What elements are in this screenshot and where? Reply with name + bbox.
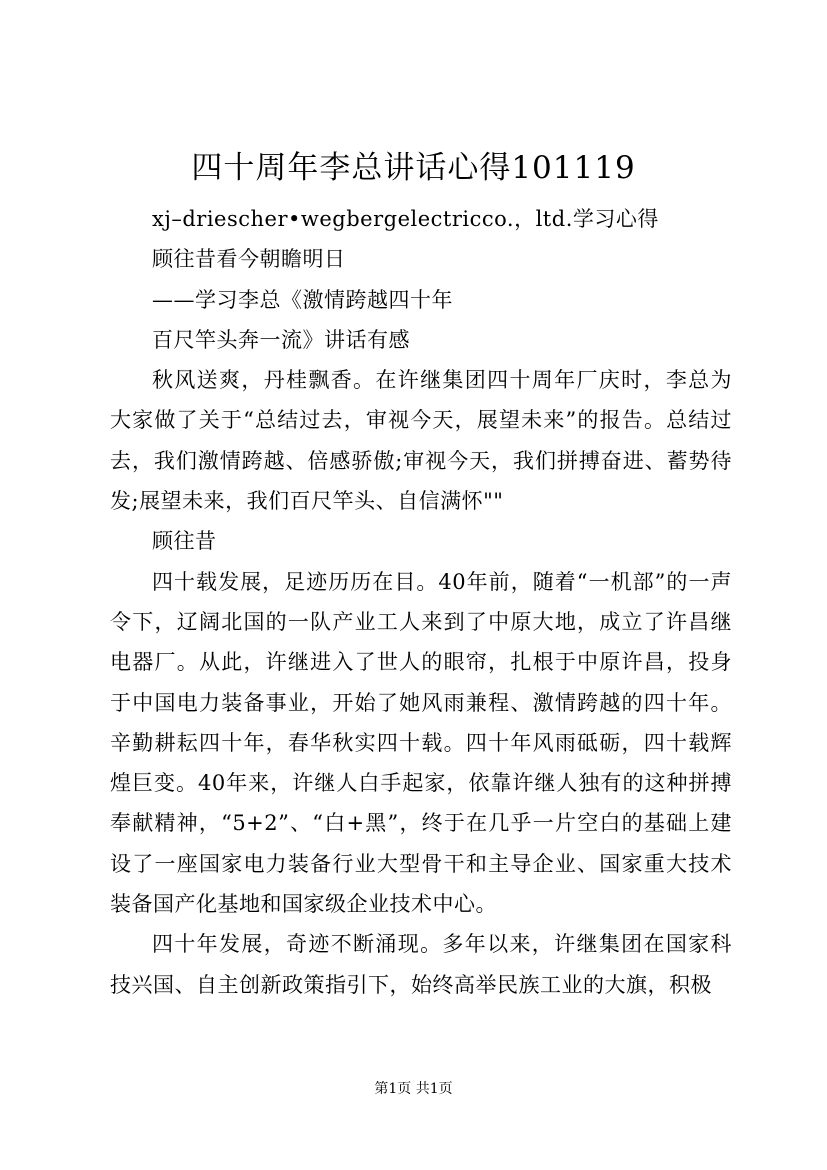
paragraph-development: 四十年发展，奇迹不断涌现。多年以来，许继集团在国家科技兴国、自主创新政策指引下，始终高举民族工业的大旗，积极 — [110, 932, 732, 997]
article-subheading-continued: 百尺竿头奔一流》讲话有感 — [152, 327, 410, 352]
document-title: 四十周年李总讲话心得101119 — [191, 150, 636, 186]
article-subheading: ——学习李总《激情跨越四十年 — [152, 287, 453, 312]
paragraph-intro: 秋风送爽，丹桂飘香。在许继集团四十周年厂庆时，李总为大家做了关于“总结过去，审视今天，展望未来”的报告。总结过去，我们激情跨越、倍感骄傲;审视今天，我们拼搏奋进、蓄势待发;展望未来，我们百尺竿头、自信满怀"" — [110, 368, 732, 514]
page-footer: 第1页 共1页 — [374, 1081, 453, 1097]
article-heading: 顾往昔看今朝瞻明日 — [152, 247, 346, 272]
section-heading: 顾往昔 — [152, 529, 217, 554]
document-body — [110, 199, 732, 1005]
paragraph-history: 四十载发展，足迹历历在目。40年前，随着“一机部”的一声令下，辽阔北国的一队产业工人来到了中原大地，成立了许昌继电器厂。从此，许继进入了世人的眼帘，扎根于中原许昌，投身于中国电力装备事业，开始了她风雨兼程、激情跨越的四十年。辛勤耕耘四十年，春华秋实四十载。四十年风雨砥砺，四十载辉煌巨变。40年来，许继人白手起家，依靠许继人独有的这种拼搏奉献精神，“5+2”、“白+黑”，终于在几乎一片空白的基础上建设了一座国家电力装备行业大型骨干和主导企业、国家重大技术装备国产化基地和国家级企业技术中心。 — [110, 569, 732, 917]
company-line: xj–driescher•wegbergelectricco.，ltd.学习心得 — [152, 207, 659, 231]
